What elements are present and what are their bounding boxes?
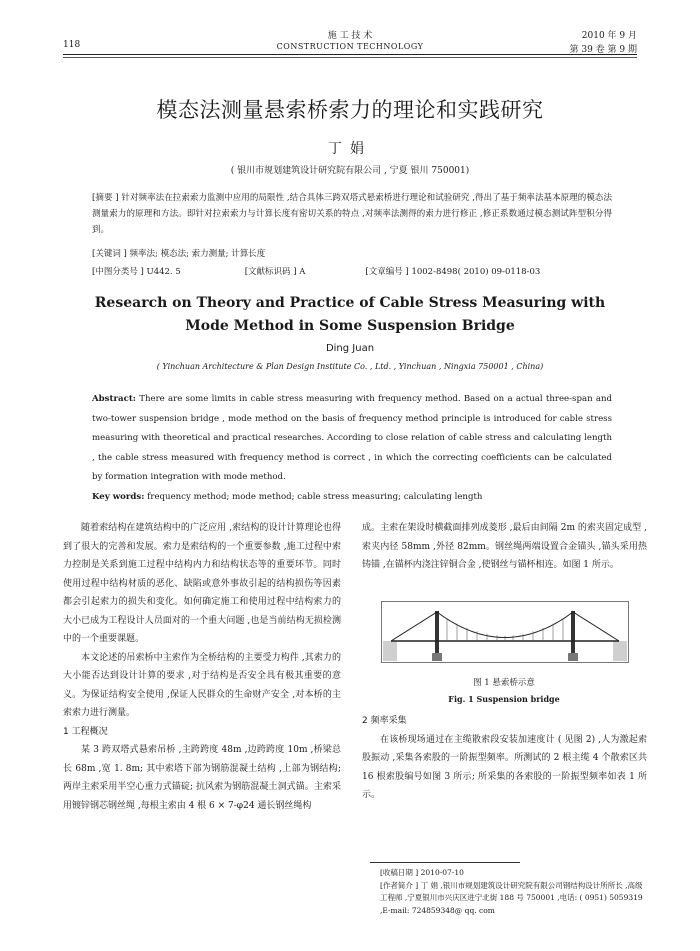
right-tower-base [568, 653, 578, 661]
paper-title-cn: 模态法测量悬索桥索力的理论和实践研究 [156, 98, 544, 122]
doc-code: [文献标识码 ] A [244, 267, 306, 277]
keywords-en-text: frequency method; mode method; cable stress measuring; calculating length [147, 491, 483, 502]
keywords-cn-label: [关键词 ] [92, 249, 127, 259]
affiliation-cn: ( 银川市规划建筑设计研究院有限公司 , 宁夏 银川 750001) [230, 166, 470, 176]
keywords-en-label: Key words: [92, 491, 145, 502]
paper-title-en: Research on Theory and Practice of Cable Stress Measuring with Mode Method in Some Suspension Bridge [94, 295, 606, 334]
abstract-cn-label: [摘要 ] [92, 193, 119, 203]
body-left-column [63, 519, 341, 815]
body-right-column-bottom [362, 712, 647, 805]
right-tower [571, 611, 575, 655]
footnote [380, 867, 650, 917]
journal-title-cn: 施 工 技 术 [327, 31, 373, 41]
volume-issue: 第 39 卷 第 9 期 [569, 45, 637, 55]
author-bio: [作者简介 ] 丁 娟 ,银川市规划建筑设计研究院有限公司钢结构设计所所长 ,高级工程师 ,宁夏银川市兴庆区进宁北街 188 号 750001 ,电话: ( 0951) 5059319 ,E-mail: 724859348@ qq. com [380, 880, 643, 915]
abstract-cn-text: 针对频率法在拉索索力监测中应用的局限性 ,结合具体三跨双塔式悬索桥进行理论和试验研究 ,得出了基于频率法基本原理的模态法测量索力的原理和方法。即针对拉索索力与计算长度有密切关系的特点 ,对频率法测得的索力进行修正 ,修正系数通过模态测试阵型积分得到。 [92, 193, 612, 235]
footnote-rule [370, 862, 520, 863]
section-heading-2: 2 频率采集 [362, 716, 407, 726]
suspension-bridge-figure [381, 601, 629, 663]
header-rule [63, 54, 637, 55]
abstract-en [92, 390, 612, 508]
keywords-cn-text: 频率法; 模态法; 索力测量; 计算长度 [129, 249, 266, 259]
paragraph: 成。主索在架设时横截面排列成菱形 ,最后由间隔 2m 的索夹固定成型 ,索夹内径 58mm ,外径 82mm。钢丝绳两端设置合金锚头 ,锚头采用热铸锚 ,在锚杯内浇注锌铜合金 ,使钢丝与锚杯相连。如图 1 所示。 [362, 523, 647, 570]
issue-date: 2010 年 9 月 [581, 31, 637, 41]
abstract-en-text: There are some limits in cable stress measuring with frequency method. Based on a actual three-span and two-tower suspension bridge , mode method on the basis of frequency method principle is introduced for cable stress measuring with theoretical and practical researches. According to close relation of cable stress and calculating length , the cable stress measured with frequency method is correct , in which the correcting coefficients can be calculated by formation integration with mode method. [92, 394, 612, 483]
affiliation-en: ( Yinchuan Architecture & Plan Design Institute Co. , Ltd. , Yinchuan , Ningxia 750001 , China) [156, 362, 544, 371]
header-rule-thin [63, 57, 637, 58]
article-number: [文章编号 ] 1002-8498( 2010) 09-0118-03 [365, 267, 541, 277]
clc-code: [中图分类号 ] U442. 5 [92, 267, 181, 277]
section-heading-1: 1 工程概况 [63, 726, 108, 737]
left-abutment [383, 641, 397, 661]
paragraph: 某 3 跨双塔式悬索吊桥 ,主跨跨度 48m ,边跨跨度 10m ,桥梁总长 68m ,宽 1. 8m; 其中索塔下部为钢筋混凝土结构 ,上部为钢结构; 两岸主索采用半空心重力式锚碇; 抗风索为钢筋混凝土洞式锚。主索采用镀锌钢芯钢丝绳 ,每根主索由 4 根 6 × 7-φ24 通长钢丝绳构 [63, 745, 341, 811]
paragraph: 本文论述的吊索桥中主索作为全桥结构的主要受力构件 ,其索力的大小能否达到设计计算的要求 ,对于结构是否安全具有极其重要的意义。为保证结构安全使用 ,保证人民群众的生命财产安全 ,对本桥的主索索力进行测量。 [63, 652, 341, 718]
figure-frame [382, 602, 629, 663]
abstract-cn [92, 190, 612, 238]
received-date: [收稿日期 ] 2010-07-10 [380, 868, 464, 877]
figure-1-caption-en: Fig. 1 Suspension bridge [448, 694, 560, 704]
paragraph: 在该桥现场通过在主缆散索段安装加速度计 ( 见图 2) ,人为激起索股振动 ,采集各索股的一阶振型频率。所测试的 2 根主缆 4 个散索区共 16 根索股编号如图 3 所示; 所采集的各索股的一阶振型频率如表 1 所示。 [362, 734, 647, 800]
paragraph: 随着索结构在建筑结构中的广泛应用 ,索结构的设计计算理论也得到了很大的完善和发展。索力是索结构的一个重要参数 ,施工过程中索力控制是关系到施工过程中结构内力和结构状态等的重要环节。同时使用过程中结构材质的恶化、缺陷或意外事故引起的结构损伤等因素都会引起索力的损失和变化。如何确定施工和使用过程中结构索力的大小已成为工程设计人员面对的一个重大问题 ,也是当前结构无损检测中的一个重要课题。 [63, 523, 341, 644]
page-number: 118 [63, 40, 81, 50]
keywords-cn [92, 246, 612, 262]
author-name-cn: 丁娟 [328, 141, 372, 157]
abstract-en-label: Abstract: [92, 394, 136, 404]
left-tower [435, 611, 439, 655]
classification-row [92, 264, 612, 280]
author-name-en: Ding Juan [325, 343, 375, 354]
figure-1-caption-cn: 图 1 悬索桥示意 [473, 678, 535, 688]
left-tower-base [432, 653, 442, 661]
right-abutment [613, 641, 627, 661]
journal-title-en: CONSTRUCTION TECHNOLOGY [276, 42, 424, 51]
body-right-column-top [362, 519, 647, 575]
